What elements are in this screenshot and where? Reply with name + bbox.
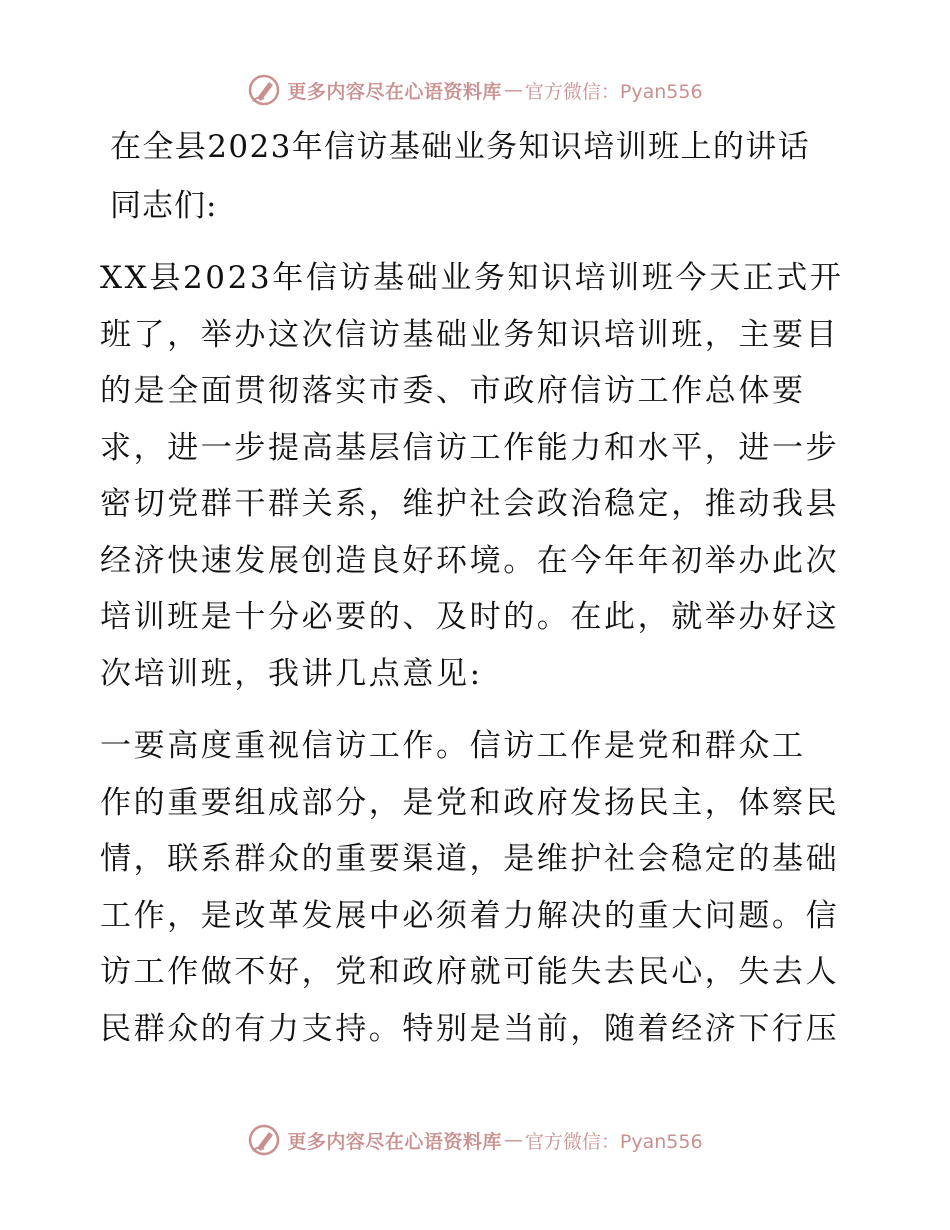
header-contact-text: 官方微信：Pyan556 bbox=[524, 80, 703, 103]
document-greeting: 同志们: bbox=[110, 188, 218, 224]
paragraph-line: 访工作做不好，党和政府就可能失去民心，失去人 bbox=[100, 954, 840, 990]
paragraph-line: 工作，是改革发展中必须着力解决的重大问题。信 bbox=[100, 897, 840, 934]
footer-contact-text: 官方微信：Pyan556 bbox=[524, 1130, 703, 1153]
header-separator: — bbox=[503, 79, 523, 101]
paragraph-1 bbox=[100, 250, 850, 702]
footer-separator: — bbox=[503, 1129, 523, 1151]
paragraph-line: 密切党群干群关系，维护社会政治稳定，推动我县 bbox=[100, 486, 840, 522]
paragraph-2 bbox=[100, 718, 850, 1057]
pen-logo-icon bbox=[247, 1123, 281, 1157]
paragraph-line: 作的重要组成部分，是党和政府发扬民主，体察民 bbox=[100, 784, 840, 821]
paragraph-line: 民群众的有力支持。特别是当前，随着经济下行压 bbox=[100, 1010, 840, 1047]
paragraph-line: 培训班是十分必要的、及时的。在此，就举办好这 bbox=[100, 599, 840, 635]
document-body bbox=[100, 118, 850, 1057]
paragraph-line: 的是全面贯彻落实市委、市政府信访工作总体要 bbox=[100, 373, 806, 409]
footer-brand-text: 更多内容尽在心语资料库 bbox=[287, 1130, 502, 1153]
document-title: 在全县2023年信访基础业务知识培训班上的讲话 bbox=[110, 129, 811, 165]
paragraph-line: 经济快速发展创造良好环境。在今年年初举办此次 bbox=[100, 542, 840, 579]
paragraph-line: 求，进一步提高基层信访工作能力和水平，进一步 bbox=[100, 429, 840, 466]
paragraph-line: XX县2023年信访基础业务知识培训班今天正式开 bbox=[100, 260, 844, 296]
footer-watermark bbox=[0, 1120, 950, 1160]
paragraph-line: 班了，举办这次信访基础业务知识培训班，主要目 bbox=[100, 316, 840, 353]
header-brand-text: 更多内容尽在心语资料库 bbox=[287, 80, 502, 103]
header-watermark bbox=[0, 70, 950, 110]
paragraph-line: 次培训班，我讲几点意见: bbox=[100, 655, 483, 692]
paragraph-line: 一要高度重视信访工作。信访工作是党和群众工 bbox=[100, 728, 806, 764]
pen-logo-icon bbox=[247, 73, 281, 107]
paragraph-line: 情，联系群众的重要渠道，是维护社会稳定的基础 bbox=[100, 841, 840, 877]
